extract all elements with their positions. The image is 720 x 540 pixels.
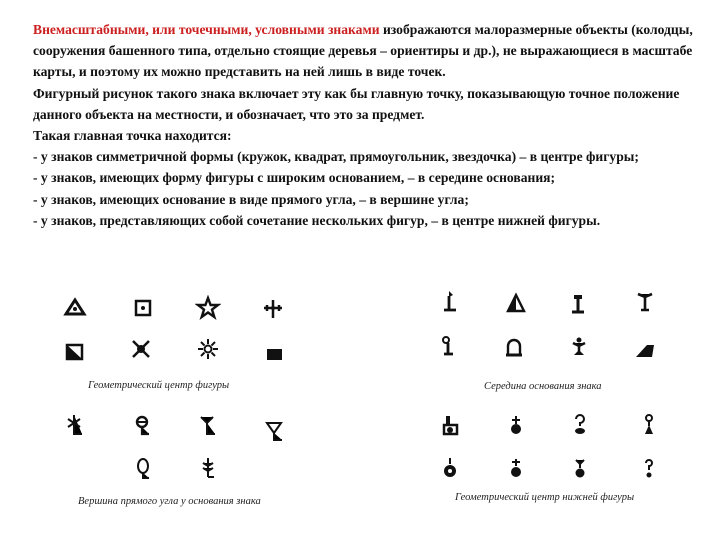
oval-tree-icon (130, 455, 156, 481)
tower-icon (438, 288, 464, 314)
bulb-icon (636, 412, 662, 438)
line-symmetric: - у знаков симметричной формы (кружок, квадрат, прямоугольник, звездочка) – в центре фигуры; (33, 149, 639, 165)
statue-icon (566, 334, 592, 360)
highlighted-term: Внемасштабными, или точечными, условными знаками (33, 22, 380, 37)
caption-right-angle-vertex: Вершина прямого угла у основания знака (78, 496, 261, 507)
windmill-icon (632, 289, 658, 315)
flag-square-icon (62, 338, 88, 364)
caption-lower-figure-center: Геометрический центр нижней фигуры (455, 492, 635, 503)
chapel-icon (436, 333, 462, 359)
caption-base-middle: Середина основания знака (484, 381, 602, 392)
tower-dot-icon (503, 412, 529, 438)
cross-dot-icon (503, 456, 529, 482)
arch-icon (501, 335, 527, 361)
hook-icon (636, 455, 662, 481)
triangle-dot-icon (62, 295, 88, 321)
deciduous-tree-icon (62, 412, 88, 438)
line-combined: - у знаков, представляющих собой сочетание нескольких фигур, – в центре нижней фигуры. (33, 212, 601, 228)
conifer-icon (195, 455, 221, 481)
intro-paragraph (33, 19, 693, 83)
text-block (33, 19, 693, 231)
monument-icon (565, 291, 591, 317)
sun-icon (195, 336, 221, 362)
cross-icon (260, 296, 286, 322)
bell-icon (438, 455, 464, 481)
intro-rest: изображаются малоразмерные объекты (колодцы, сооружения башенного типа, отдельно стоящие деревья – ориентиры и др.), не выражающиеся в масштабе карты, и поэтому их можно представить на ней лишь в виде точек. (33, 22, 693, 80)
line-right-angle: - у знаков, имеющих основание в виде прямого угла, – в вершине угла; (33, 191, 469, 207)
signal-icon (567, 455, 593, 481)
factory-chimney-icon (438, 412, 464, 438)
filled-rect-icon (262, 340, 288, 366)
fork-tree-icon (195, 412, 221, 438)
caption-geometric-center: Геометрический центр фигуры (88, 380, 230, 391)
round-tree-icon (130, 412, 156, 438)
question-flag-icon (567, 412, 593, 438)
funnel-tree-icon (262, 418, 288, 444)
mine-icon (128, 336, 154, 362)
star-icon (195, 295, 221, 321)
line-figure-drawing: Фигурный рисунок такого знака включает эту как бы главную точку, показывающую точное положение данного объекта на местности, и обозначает, что это за предмет. (33, 85, 680, 122)
square-dot-icon (130, 295, 156, 321)
mound-icon (632, 336, 658, 362)
line-main-point: Такая главная точка находится: (33, 128, 232, 144)
line-wide-base: - у знаков, имеющих форму фигуры с широким основанием, – в середине основания; (33, 170, 556, 186)
tent-icon (503, 291, 529, 317)
